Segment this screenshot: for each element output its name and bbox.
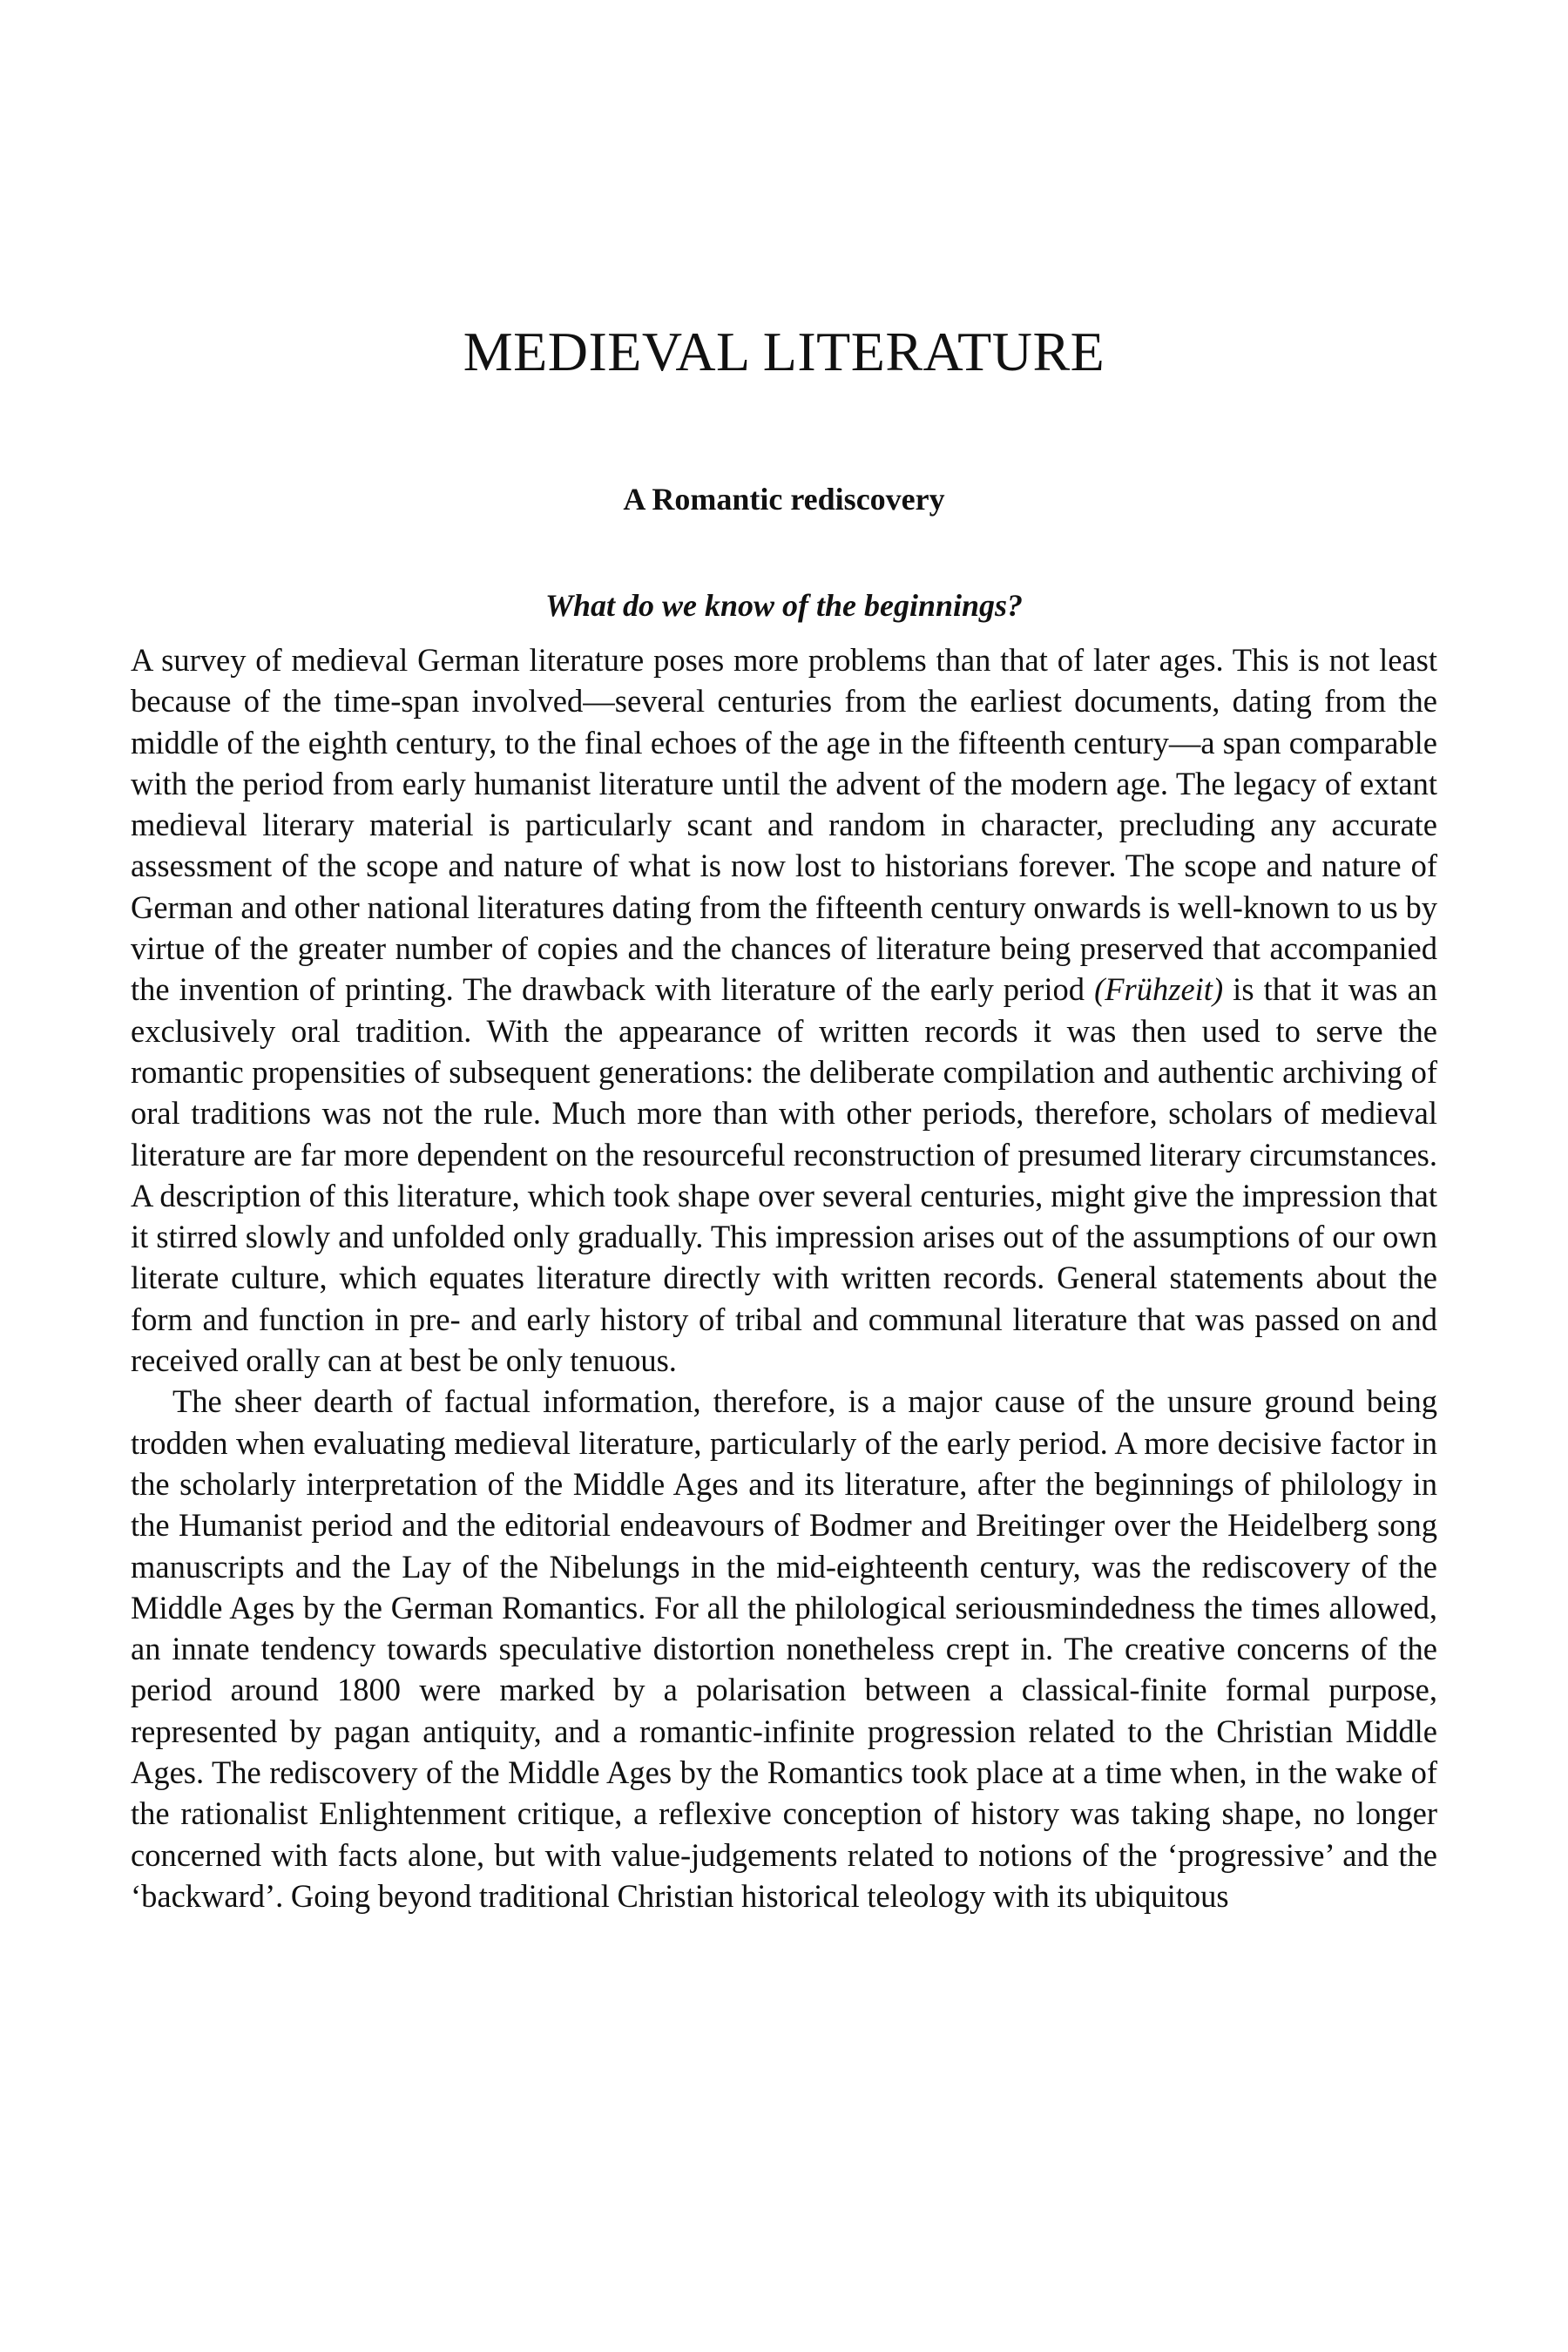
- body-text: [131, 639, 1437, 1916]
- paragraph-2: The sheer dearth of factual information, therefore, is a major cause of the unsure ground being trodden when evaluating medieval literature, particularly of the early period. A more decisive factor in the scholarly interpretation of the Middle Ages and its literature, after the beginnings of philology in the Humanist period and the editorial endeavours of Bodmer and Breitinger over the Heidelberg song manuscripts and the Lay of the Nibelungs in the mid-eighteenth century, was the rediscovery of the Middle Ages by the German Romantics. For all the philological seriousmindedness the times allowed, an innate tendency towards speculative distortion nonetheless crept in. The creative concerns of the period around 1800 were marked by a polarisation between a classical-finite formal purpose, represented by pagan antiquity, and a romantic-infinite progression related to the Christian Middle Ages. The rediscovery of the Middle Ages by the Romantics took place at a time when, in the wake of the rationalist Enlightenment critique, a reflexive conception of history was taking shape, no longer concerned with facts alone, but with value-judgements related to notions of the ‘progressive’ and the ‘backward’. Going beyond traditional Christian historical teleology with its ubiquitous: [131, 1383, 1437, 1914]
- chapter-title: MEDIEVAL LITERATURE: [463, 321, 1105, 382]
- paragraph-1-part-2: is that it was an exclusively oral tradition. With the appearance of written records it was then used to serve the romantic propensities of subsequent generations: the deliberate compilation and authentic archiving of oral traditions was not the rule. Much more than with other periods, therefore, scholars of medieval literature are far more dependent on the resourceful reconstruction of presumed literary circumstances. A description of this literature, which took shape over several centuries, might give the impression that it stirred slowly and unfolded only gradually. This impression arises out of the assumptions of our own literate culture, which equates literature directly with written records. General statements about the form and function in pre- and early history of tribal and communal literature that was passed on and received orally can at best be only tenuous.: [131, 971, 1438, 1379]
- section-heading: A Romantic rediscovery: [623, 482, 945, 517]
- fruhzeit-term: (Frühzeit): [1094, 971, 1224, 1008]
- subsection-heading: What do we know of the beginnings?: [544, 588, 1024, 623]
- paragraph-1-part-1: A survey of medieval German literature poses more problems than that of later ages. This is not least because of the time-span involved—several centuries from the earliest documents, dating from the middle of the eighth century, to the final echoes of the age in the fifteenth century—a span comparable with the period from early humanist literature until the advent of the modern age. The legacy of extant medieval literary material is particularly scant and random in character, precluding any accurate assessment of the scope and nature of what is now lost to historians forever. The scope and nature of German and other national literatures dating from the fifteenth century onwards is well-known to us by virtue of the greater number of copies and the chances of literature being preserved that accompanied the invention of printing. The drawback with literature of the early period: [131, 642, 1437, 1008]
- paragraph-1: [131, 639, 1437, 1381]
